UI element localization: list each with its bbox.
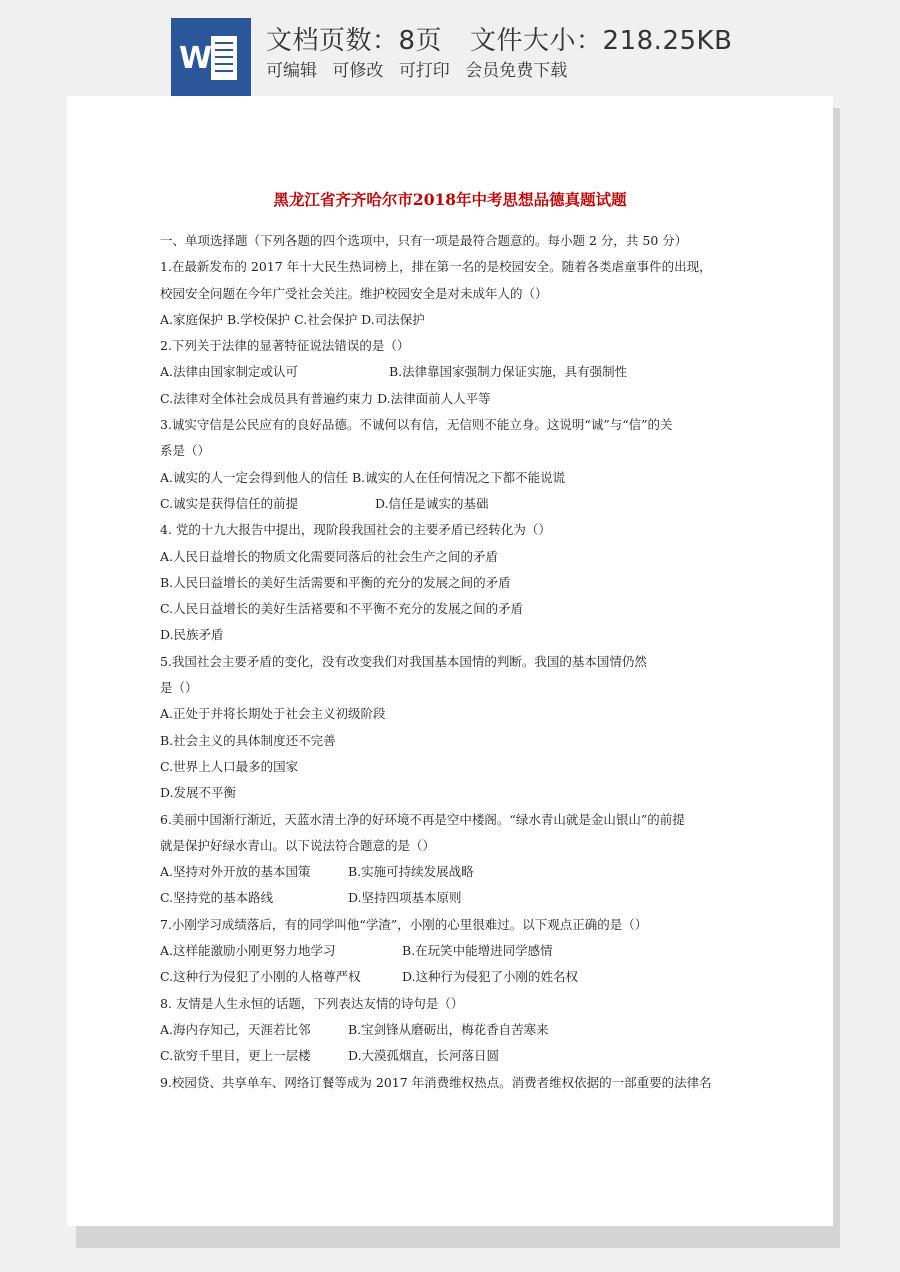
text-line: 8. 友情是人生永恒的话题，下列表达友情的诗句是（）	[160, 995, 464, 1011]
feature-list	[266, 56, 577, 81]
option-right: B.实施可持续发展战略	[348, 864, 474, 880]
text-line: D.发展不平衡	[160, 785, 237, 801]
option-left: A.这样能激励小刚更努力地学习	[160, 943, 336, 959]
text-line: A.人民日益增长的物质文化需要同落后的社会生产之间的矛盾	[160, 548, 499, 564]
text-line: A.家庭保护 B.学校保护 C.社会保护 D.司法保护	[160, 311, 425, 327]
option-left: A.法律由国家制定或认可	[160, 364, 299, 380]
text-line: B.人民曰益增长的美好生活需要和平衡的充分的发展之间的矛盾	[160, 574, 511, 590]
text-line: 2.下列关于法律的显著特征说法错误的是（）	[160, 338, 410, 354]
document-title: 黑龙江省齐齐哈尔市2018年中考思想品德真题试题	[273, 190, 627, 209]
text-line	[160, 359, 750, 385]
option-right: B.在玩笑中能增进同学感情	[402, 943, 553, 959]
text-line: 系是（）	[160, 443, 211, 459]
option-right: D.这种行为侵犯了小刚的姓名权	[402, 969, 579, 985]
page-count: 文档页数：8页	[266, 26, 443, 56]
text-line	[160, 938, 750, 964]
document-info-banner	[0, 0, 900, 96]
text-line: B.社会主义的具体制度还不完善	[160, 732, 336, 748]
file-size: 文件大小：218.25KB	[470, 26, 733, 56]
file-meta-line	[266, 20, 732, 57]
option-left: C.坚持党的基本路线	[160, 890, 274, 906]
option-left: C.欲穷千里目，更上一层楼	[160, 1048, 311, 1064]
text-line: C.人民日益增长的美好生活褡要和不平衡不充分的发展之间的矛盾	[160, 601, 524, 617]
text-line: C.世界上人口最多的国家	[160, 758, 299, 774]
option-left: A.海内存知己，天涯若比邻	[160, 1021, 311, 1037]
text-line	[160, 885, 750, 911]
text-line: 一、单项选择题（下列各题的四个选项中，只有一项是最符合题意的。每小题 2 分，共 50 分）	[160, 233, 688, 248]
option-left: C.诚实是获得信任的前提	[160, 495, 299, 511]
text-line: C.法律对全体社会成员具有普遍约束力 D.法律面前人人平等	[160, 390, 491, 406]
text-line	[160, 964, 750, 990]
text-line	[160, 1017, 750, 1043]
feature-modifiable: 可修改	[332, 61, 384, 81]
text-line: 校园安全问题在今年广受社会关注。维护校园安全是对未成年人的（）	[160, 285, 548, 301]
option-right: D.信任是诚实的基础	[375, 495, 489, 511]
text-line: A.诚实的人一定会得到他人的信任 B.诚实的人在任何情况之下都不能说谎	[160, 469, 566, 485]
feature-editable: 可编辑	[266, 61, 317, 81]
text-line: 7.小刚学习成绩落后，有的同学叫他“学渣”，小刚的心里很难过。以下观点正确的是（）	[160, 916, 648, 932]
text-line: 3.诚实守信是公民应有的良好品德。不诚何以有信，无信则不能立身。这说明“诚”与“信”的关	[160, 417, 673, 433]
text-line: 9.校园贷、共享单车、网络订餐等成为 2017 年消费维权热点。消费者维权依据的一部重要的法律名	[160, 1074, 712, 1090]
text-line	[160, 859, 750, 885]
text-line: 6.美丽中国渐行渐近，天蓝水清土净的好环境不再是空中楼阁。“绿水青山就是金山银山”的前提	[160, 811, 685, 827]
option-right: D.坚持四项基本原则	[348, 890, 462, 906]
text-line: 就是保护好绿水青山。以下说法符合题意的是（）	[160, 837, 436, 853]
text-line	[160, 491, 750, 517]
option-left: C.这种行为侵犯了小刚的人格尊严权	[160, 969, 361, 985]
text-line: A.正处于并将长期处于社会主义初级阶段	[160, 706, 386, 722]
text-line: D.民族矛盾	[160, 627, 224, 643]
document-page	[67, 96, 833, 1226]
text-line: 4. 党的十九大报告中提出，现阶段我国社会的主要矛盾已经转化为（）	[160, 522, 551, 538]
option-right: B.法律靠国家强制力保证实施，具有强制性	[389, 364, 628, 380]
text-line: 1.在最新发布的 2017 年十大民生热词榜上，排在第一名的是校园安全。随着各类虐童事件的出现，	[160, 259, 712, 275]
option-left: A.坚持对外开放的基本国策	[160, 864, 311, 880]
text-line: 是（）	[160, 680, 198, 696]
word-icon-letter: W	[179, 41, 213, 76]
feature-member-download: 会员免费下载	[465, 61, 568, 81]
word-document-icon	[171, 18, 251, 96]
option-right: D.大漠孤烟直，长河落日圆	[348, 1048, 500, 1064]
text-line	[160, 1043, 750, 1069]
document-body	[160, 228, 750, 1096]
feature-printable: 可打印	[398, 61, 450, 81]
text-line: 5.我国社会主要矛盾的变化，没有改变我们对我国基本国情的判断。我国的基本国情仍然	[160, 653, 647, 669]
option-right: B.宝剑锋从磨砺出，梅花香自苦寒来	[348, 1021, 549, 1037]
